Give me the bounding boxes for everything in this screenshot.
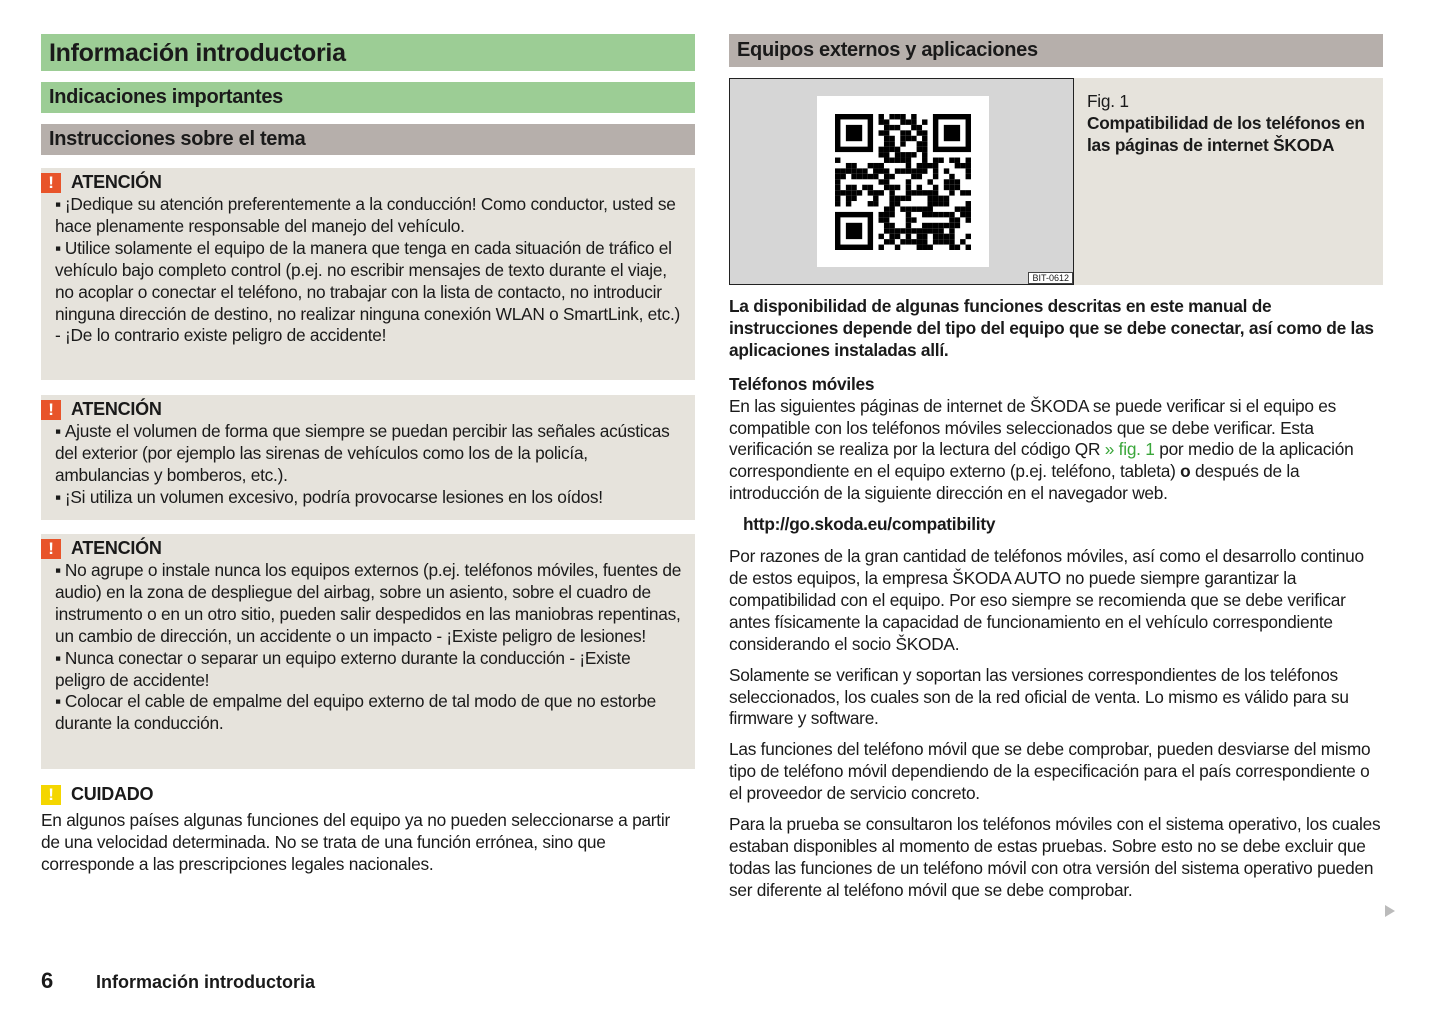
paragraph: Por razones de la gran cantidad de teléfonos móviles, así como el desarrollo continuo de estos equipos, la empresa ŠKODA AUTO no puede siempre garantizar la compatibilidad con el equipo. Por eso siempre se recomienda que se debe verificar antes físicamente la capacidad de funcionamiento en el vehículo correspondiente considerando el socio ŠKODA. (729, 546, 1364, 654)
warning-item: ▪ Colocar el cable de empalme del equipo externo de tal modo de que no estorbe durante la conducción. (55, 691, 683, 735)
mobile-heading: Teléfonos móviles (729, 373, 875, 394)
warning-icon: ! (41, 173, 61, 193)
figure-caption-text: Compatibilidad de los teléfonos en las páginas de internet ŠKODA (1087, 113, 1365, 155)
footer-chapter: Información introductoria (96, 972, 316, 992)
qr-code[interactable] (835, 114, 971, 250)
warning-icon: ! (41, 400, 61, 420)
figure-label: Fig. 1 (1087, 91, 1129, 111)
right-body (729, 296, 1381, 911)
subsection-title: Instrucciones sobre el tema (41, 124, 695, 155)
chapter-title: Información introductoria (41, 34, 695, 71)
warning-box-1 (41, 168, 695, 380)
warning-item: ▪ ¡Dedique su atención preferentemente a la conducción! Como conductor, usted se hace plenamente responsable del manejo del vehículo. (55, 194, 683, 238)
right-section-title: Equipos externos y aplicaciones (729, 34, 1383, 67)
warning-box-2 (41, 395, 695, 520)
warning-title: ATENCIÓN (71, 538, 162, 559)
paragraph: Para la prueba se consultaron los teléfonos móviles con el sistema operativo, los cuales estaban disponibles al momento de estas pruebas. Sobre esto no se debe excluir que todas las funciones de un teléfono móvil con otra versión del sistema operativo pueden ser diferente al teléfono móvil que se debe comprobar. (729, 814, 1381, 900)
warning-title: ATENCIÓN (71, 172, 162, 193)
caution-text: En algunos países algunas funciones del equipo ya no pueden seleccionarse a partir de una velocidad determinada. No se trata de una función errónea, sino que corresponde a las prescripciones legales nacionales. (41, 810, 670, 874)
caution-icon: ! (41, 785, 61, 805)
figure-code: BIT-0612 (1028, 272, 1073, 284)
paragraph-qr (729, 396, 1381, 506)
text: por medio de la aplicación correspondiente en el equipo externo (p.ej. teléfono, tableta) (729, 439, 1354, 482)
figure (729, 78, 1383, 285)
warning-title: ATENCIÓN (71, 399, 162, 420)
paragraph: Las funciones del teléfono móvil que se debe comprobar, pueden desviarse del mismo tipo de teléfono móvil dependiendo de la especificación para el país correspondiente o el proveedor de servicio concreto. (729, 739, 1371, 804)
warning-item: ▪ Utilice solamente el equipo de la manera que tenga en cada situación de tráfico el vehículo bajo completo control (p.ej. no escribir mensajes de texto durante el viaje, no acoplar o conectar el teléfono, no trabajar con la lista de contacto, no introducir ninguna dirección de destino, no realizar ninguna conexión WLAN o SmartLink, etc.) - ¡De lo contrario existe peligro de accidente! (55, 238, 683, 348)
warning-item: ▪ No agrupe o instale nunca los equipos externos (p.ej. teléfonos móviles, fuentes de audio) en la zona de despliegue del airbag, sobre un asiento, sobre el cuadro de instrumento o en un otro sitio, pueden salir despedidos en las maniobras repentinas, un cambio de dirección, un accidente o un impacto - ¡Existe peligro de lesiones! (55, 560, 683, 648)
warning-item: ▪ Ajuste el volumen de forma que siempre se puedan percibir las señales acústicas del exterior (por ejemplo las sirenas de vehículos como los de la policía, ambulancias y bomberos, etc.). (55, 421, 683, 487)
text: En las siguientes páginas de internet de ŠKODA se puede verificar si el equipo es compatible con los teléfonos móviles seleccionados que se debe verificar. Esta verificación se realiza por la lectura del código QR (729, 395, 1337, 460)
caution-note (41, 784, 691, 876)
warning-item: ▪ Nunca conectar o separar un equipo externo durante la conducción - ¡Existe peligro de accidente! (55, 648, 683, 692)
compatibility-url[interactable]: http://go.skoda.eu/compatibility (743, 514, 996, 535)
intro-text: La disponibilidad de algunas funciones descritas en este manual de instrucciones depende del tipo del equipo que se debe conectar, así como de las aplicaciones instaladas allí. (729, 296, 1374, 360)
warning-icon: ! (41, 539, 61, 559)
caution-title: CUIDADO (71, 784, 154, 805)
section-title: Indicaciones importantes (41, 82, 695, 113)
figure-link[interactable]: » fig. 1 (1104, 439, 1155, 460)
warning-item: ▪ ¡Si utiliza un volumen excesivo, podría provocarse lesiones en los oídos! (55, 487, 683, 509)
warning-box-3 (41, 534, 695, 769)
figure-caption (1087, 90, 1372, 156)
text: después de la introducción de la siguiente dirección en el navegador web. (729, 461, 1300, 504)
text: o (1180, 461, 1191, 482)
paragraph: Solamente se verifican y soportan las versiones correspondientes de los teléfonos seleccionados, los cuales son de la red oficial de venta. Lo mismo es válido para su firmware y software. (729, 664, 1349, 729)
figure-image (729, 78, 1074, 285)
page-number: 6 (41, 968, 54, 993)
continue-arrow-icon (1385, 905, 1395, 917)
